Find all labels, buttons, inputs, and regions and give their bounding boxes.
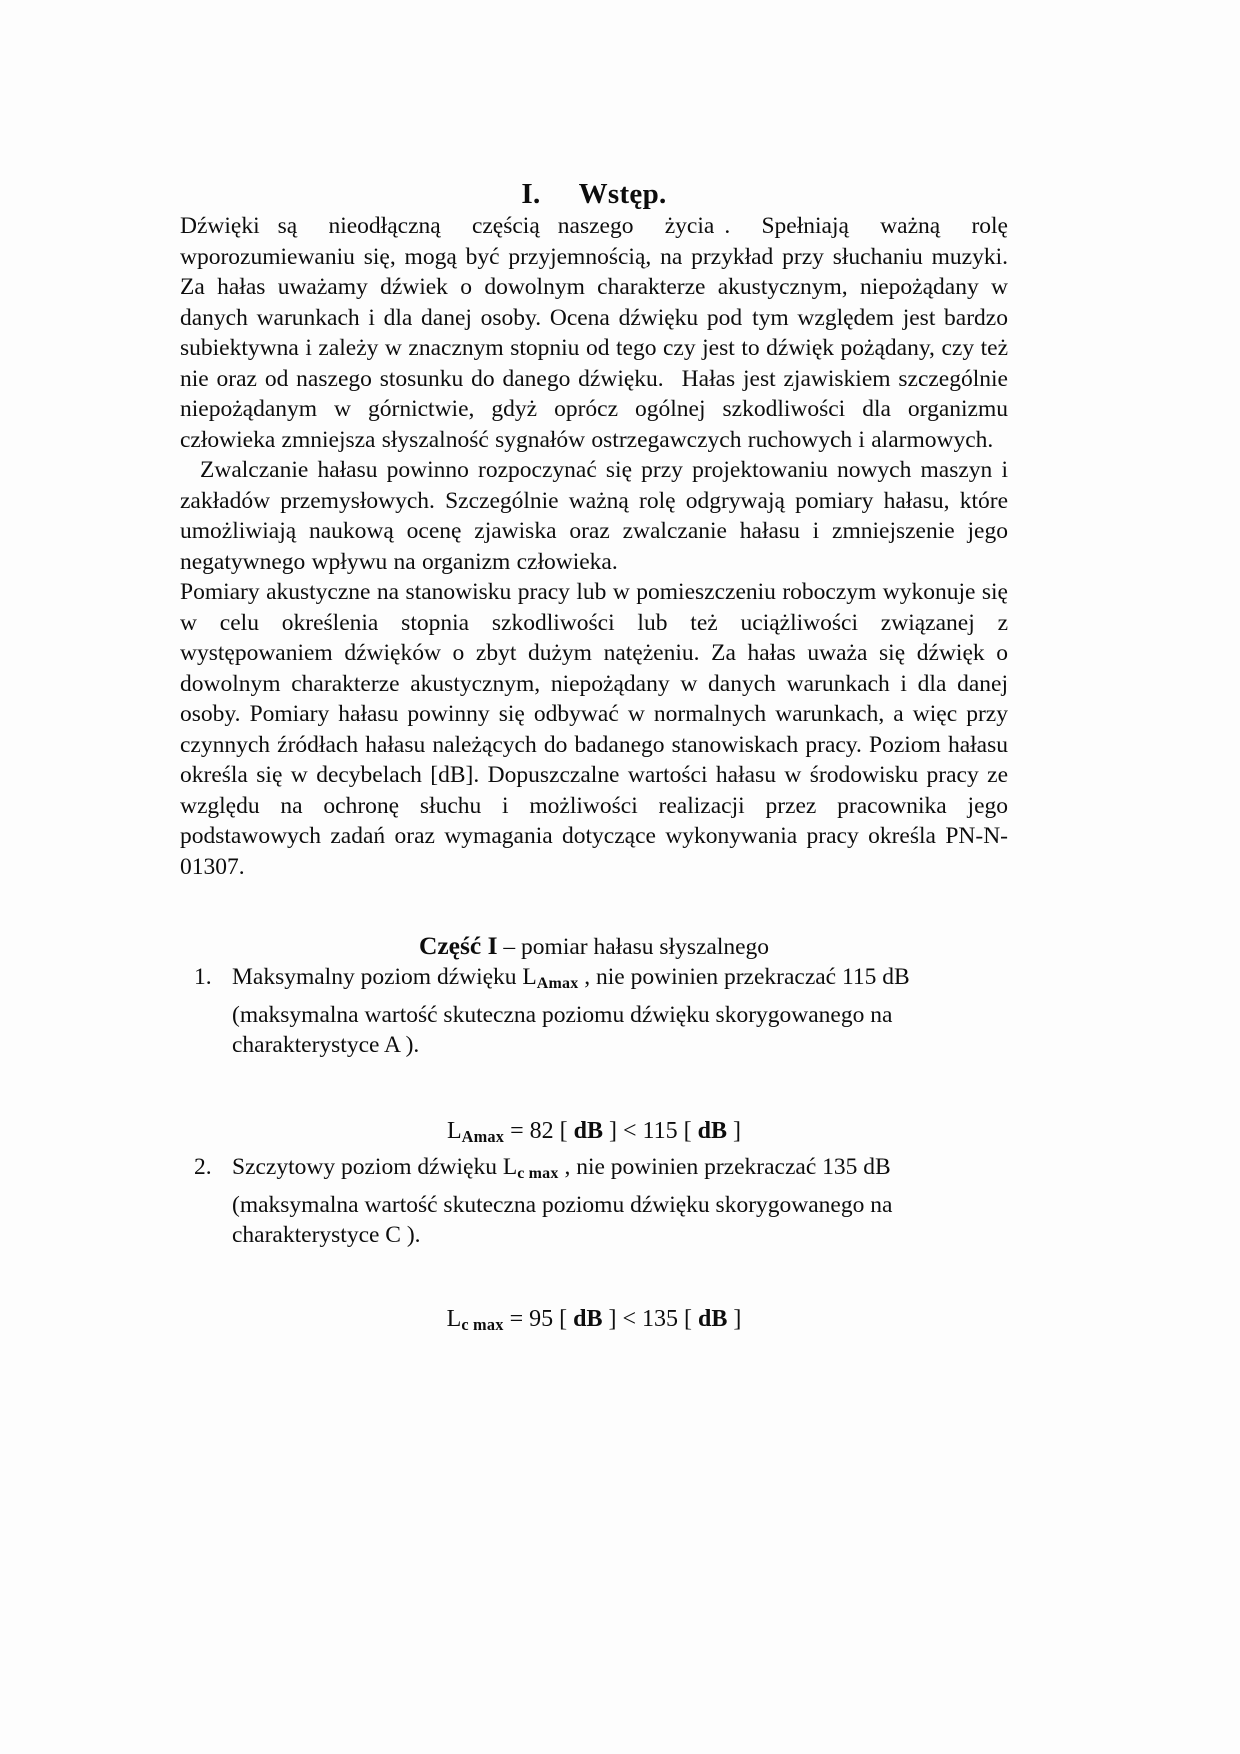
formula-equals: = 82 [ xyxy=(504,1117,574,1144)
formula-lamax xyxy=(180,1061,1008,1152)
requirements-list xyxy=(180,962,1008,1340)
subscript-label: c max xyxy=(517,1165,559,1183)
formula-subscript: c max xyxy=(461,1314,504,1334)
page-title-text: Wstęp. xyxy=(578,178,667,210)
paragraph-intro-seg-2: są nieodłączną częścią xyxy=(277,213,540,239)
paragraph-measurements: Pomiary akustyczne na stanowisku pracy lub w pomieszczeniu roboczym wykonuje się w celu określenia stopnia szkodliwości lub też uciążliwości związanej z występowaniem dźwięków o zbyt dużym natężeniu. Za hałas uważa się dźwięk o dowolnym charakterze akustycznym, niepożądany w danych warunkach i dla danej osoby. Pomiary hałasu powinny się odbywać w normalnych warunkach, a więc przy czynnych źródłach hałasu należących do badanego stanowiskach pracy. Poziom hałasu określa się w decybelach [dB]. Dopuszczalne wartości hałasu w środowisku pracy ze względu na ochronę słuchu i możliwości realizacji przez pracownika jego podstawowych zadań oraz wymagania dotyczące wykonywania pracy określa PN-N-01307. xyxy=(180,579,1008,880)
page-title-numeral: I. xyxy=(521,178,541,210)
formula-symbol: L xyxy=(446,1305,462,1332)
paragraph-intro-seg-6: Hałas jest zjawiskiem szczególnie niepożądanym w górnictwie, gdyż oprócz ogólnej szkodliwości dla organizmu człowieka zmniejsza słyszalność sygnałów ostrzegawczych ruchowych i alarmowych. xyxy=(180,365,1008,453)
page-content-column xyxy=(180,0,1008,1340)
paragraph-intro-seg-1: Dźwięki xyxy=(180,213,260,239)
section-subtitle xyxy=(180,882,1008,962)
formula-unit-1: dB xyxy=(573,1117,604,1144)
page-title xyxy=(180,0,1008,211)
subscript-label: Amax xyxy=(536,975,579,993)
formula-subscript: Amax xyxy=(461,1126,505,1146)
paragraph-intro-seg-5: tym względem jest bardzo subiektywna i zależy w znacznym stopniu od tego czy jest to dźwięk pożądany, czy też nie oraz od naszego stosunku do danego dźwięku. xyxy=(180,304,1008,392)
formula-unit-2: dB xyxy=(697,1305,728,1332)
list-item xyxy=(180,1152,1008,1251)
list-item-text-after: , nie powinien przekraczać 115 dB (maksymalna wartość skuteczna poziomu dźwięku skorygowanego na charakterystyce A ). xyxy=(232,964,910,1059)
formula-lcmax xyxy=(180,1251,1008,1340)
formula-close: ] xyxy=(727,1117,742,1144)
paragraph-prevention: Zwalczanie hałasu powinno rozpoczynać się przy projektowaniu nowych maszyn i zakładów przemysłowych. Szczególnie ważną rolę odgrywają pomiary hałasu, które umożliwiają naukową ocenę zjawiska oraz zwalczanie hałasu i zmniejszenie jego negatywnego wpływu na organizm człowieka. xyxy=(180,457,1008,575)
list-item-text-after: , nie powinien przekraczać 135 dB (maksymalna wartość skuteczna poziomu dźwięku skorygowanego na charakterystyce C ). xyxy=(232,1153,893,1249)
formula-mid: ] < 115 [ xyxy=(603,1117,698,1144)
formula-symbol: L xyxy=(446,1117,462,1144)
section-subtitle-strong: Część I xyxy=(418,931,498,960)
list-item-text-before: Szczytowy poziom dźwięku L xyxy=(232,1153,518,1180)
list-item xyxy=(180,962,1008,1061)
list-item-marker: 1. xyxy=(194,964,212,990)
formula-mid: ] < 135 [ xyxy=(602,1305,698,1332)
formula-equals: = 95 [ xyxy=(503,1305,574,1332)
paragraph-intro-seg-3: naszego życia xyxy=(557,213,715,239)
formula-unit-2: dB xyxy=(697,1117,728,1144)
paragraph-intro xyxy=(180,211,1008,455)
list-item-marker: 2. xyxy=(194,1153,212,1180)
paragraph-intro-seg-4: . Spełniają ważną rolę wporozumiewaniu się, mogą być przyjemnością, na przykład przy słuchaniu muzyki. Za hałas uważamy dźwiek o dowolnym charakterze akustycznym, niepożądany w danych warunkach i dla danej osoby. Ocena dźwięku pod xyxy=(180,213,1008,331)
formula-unit-1: dB xyxy=(573,1305,603,1332)
section-subtitle-rest: – pomiar hałasu słyszalnego xyxy=(497,934,770,960)
list-item-text-before: Maksymalny poziom dźwięku L xyxy=(232,964,537,990)
formula-close: ] xyxy=(727,1305,742,1332)
